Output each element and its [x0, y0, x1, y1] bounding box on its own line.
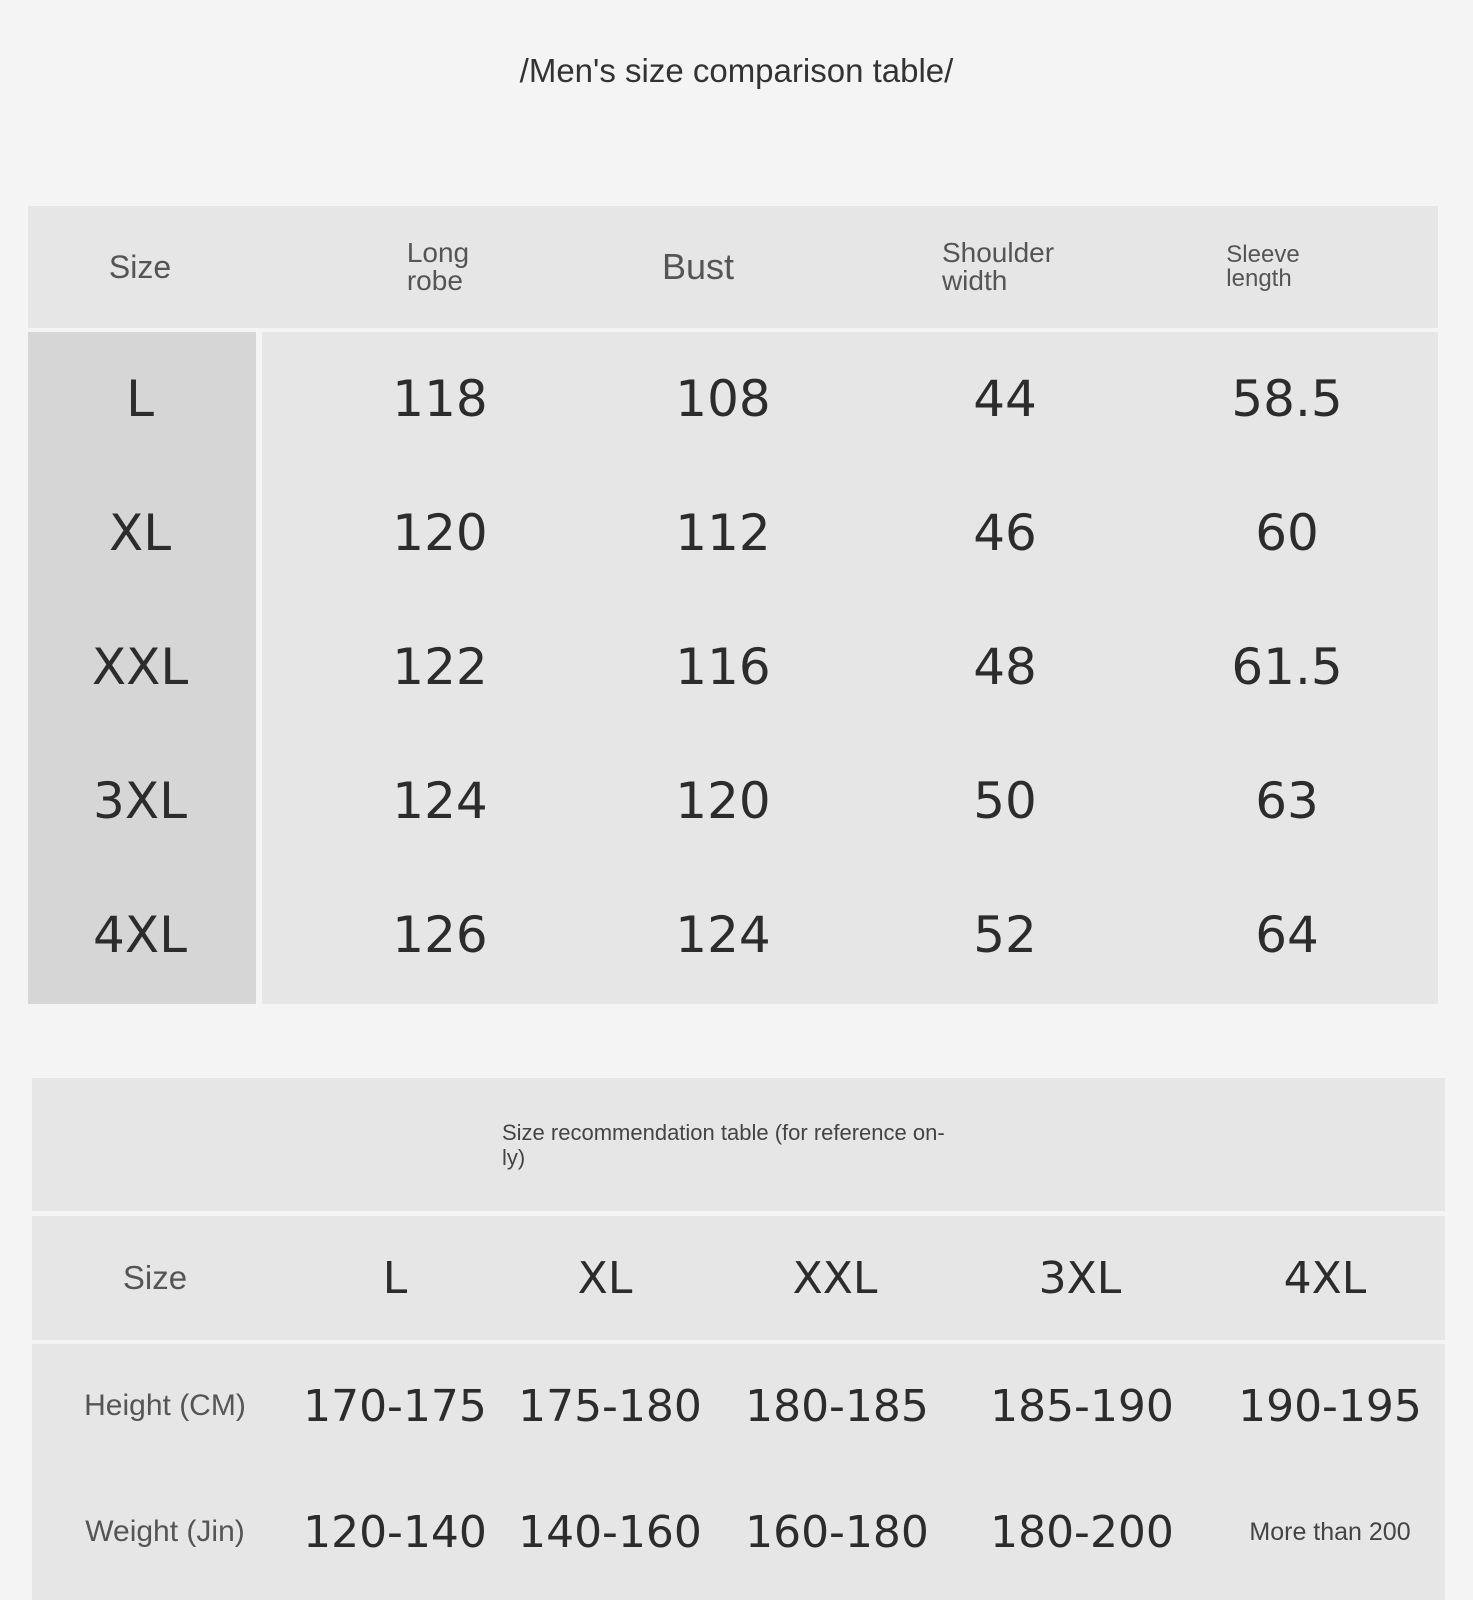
height-cell: 170-175	[303, 1380, 487, 1432]
cell-sleeve-length: 64	[1255, 906, 1319, 964]
cell-shoulder-width: 50	[973, 772, 1037, 830]
weight-cell: 180-200	[990, 1506, 1174, 1558]
cell-sleeve-length: 60	[1255, 504, 1319, 562]
cell-bust: 116	[675, 638, 771, 696]
rec-size-cell: XL	[577, 1252, 633, 1304]
cell-long-robe: 118	[392, 370, 488, 428]
header-bust: Bust	[661, 246, 735, 287]
height-label: Height (CM)	[84, 1389, 246, 1422]
weight-label: Weight (Jin)	[85, 1515, 245, 1548]
cell-bust: 120	[675, 772, 771, 830]
table-row	[0, 1470, 1473, 1594]
cell-shoulder-width: 44	[973, 370, 1037, 428]
cell-sleeve-length: 61.5	[1231, 638, 1343, 696]
header-size: Size	[108, 249, 172, 285]
table-row	[0, 1216, 1473, 1340]
weight-cell: 120-140	[303, 1506, 487, 1558]
cell-size: L	[126, 370, 154, 428]
cell-shoulder-width: 52	[973, 906, 1037, 964]
cell-size: XL	[108, 504, 172, 562]
header-long-robe: Long robe	[406, 237, 470, 296]
table-row	[0, 734, 1473, 868]
weight-cell: 160-180	[745, 1506, 929, 1558]
recommendation-caption-bar	[32, 1078, 1445, 1211]
cell-long-robe: 120	[392, 504, 488, 562]
cell-bust: 124	[675, 906, 771, 964]
cell-long-robe: 124	[392, 772, 488, 830]
rec-size-cell: XXL	[792, 1252, 878, 1304]
recommendation-caption: Size recommendation table (for reference on- ly)	[502, 1120, 945, 1170]
cell-bust: 108	[675, 370, 771, 428]
height-cell: 175-180	[518, 1380, 702, 1432]
cell-size: 4XL	[93, 906, 187, 964]
height-cell: 180-185	[745, 1380, 929, 1432]
table-row	[0, 600, 1473, 734]
table-row	[0, 466, 1473, 600]
rec-size-cell: 3XL	[1038, 1252, 1122, 1304]
height-cell: 190-195	[1238, 1380, 1422, 1432]
table-row	[0, 868, 1473, 1002]
cell-shoulder-width: 46	[973, 504, 1037, 562]
rec-size-cell: 4XL	[1283, 1252, 1367, 1304]
height-cell: 185-190	[990, 1380, 1174, 1432]
table-row	[0, 332, 1473, 466]
rec-size-cell: L	[382, 1252, 408, 1304]
weight-cell: More than 200	[1249, 1517, 1411, 1546]
cell-bust: 112	[675, 504, 771, 562]
header-sleeve-length: Sleeve length	[1226, 241, 1300, 292]
cell-long-robe: 126	[392, 906, 488, 964]
cell-long-robe: 122	[392, 638, 488, 696]
recommendation-size-label: Size	[122, 1259, 188, 1296]
weight-cell: 140-160	[518, 1506, 702, 1558]
header-shoulder-width: Shoulder width	[941, 237, 1055, 296]
cell-sleeve-length: 63	[1255, 772, 1319, 830]
size-table-header	[28, 206, 1438, 328]
cell-shoulder-width: 48	[973, 638, 1037, 696]
cell-size: XXL	[91, 638, 189, 696]
page-title: /Men's size comparison table/	[519, 52, 954, 89]
cell-size: 3XL	[93, 772, 187, 830]
cell-sleeve-length: 58.5	[1231, 370, 1343, 428]
table-row	[0, 1344, 1473, 1468]
